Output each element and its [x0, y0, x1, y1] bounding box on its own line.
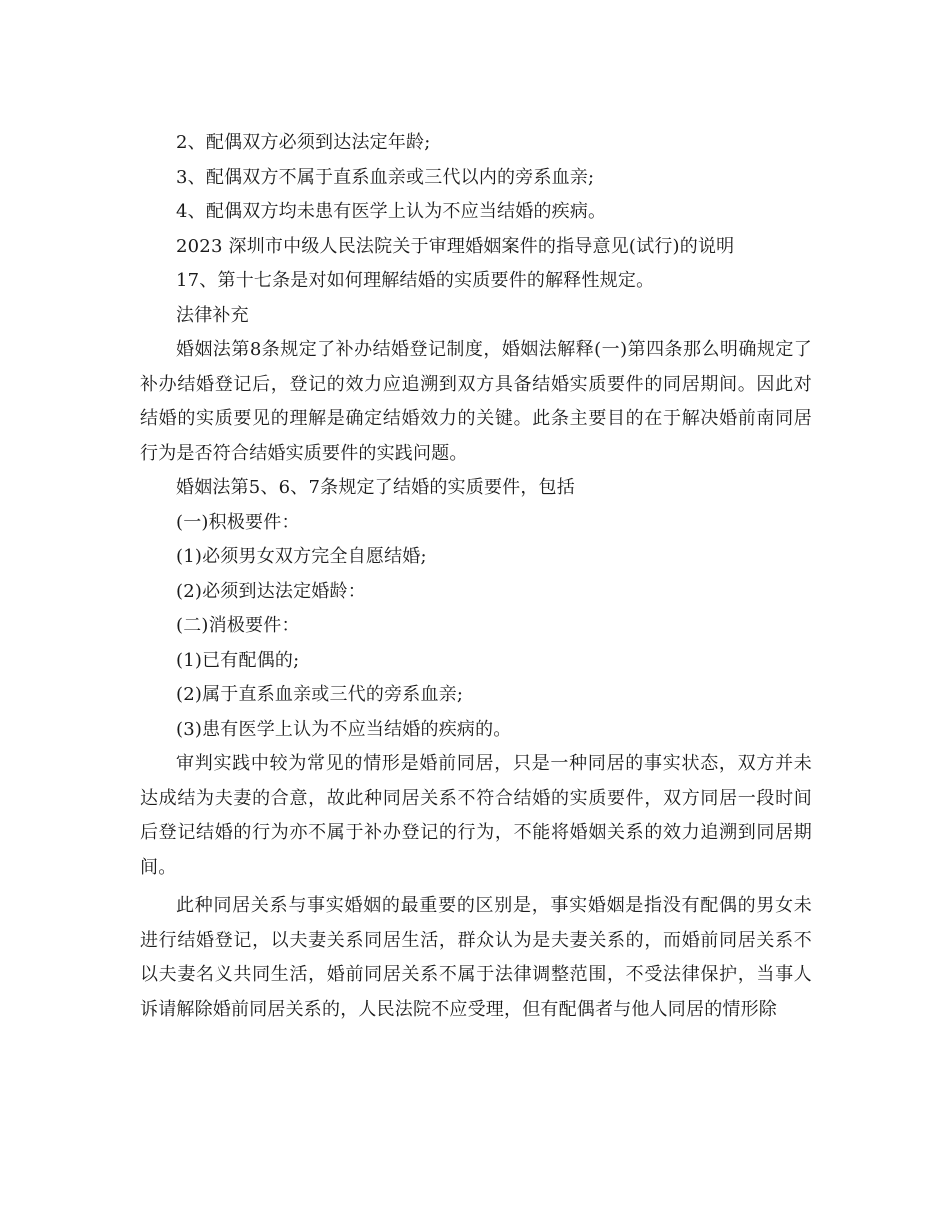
paragraph-article-17: 17、第十七条是对如何理解结婚的实质要件的解释性规定。 — [176, 270, 655, 291]
paragraph-requirement-3: 3、配偶双方不属于直系血亲或三代以内的旁系血亲; — [176, 166, 595, 188]
paragraph-positive-2: (2)必须到达法定婚龄： — [176, 580, 366, 602]
paragraph-negative-2: (2)属于直系血亲或三代的旁系血亲; — [176, 684, 464, 705]
paragraph-de-facto-marriage: 此种同居关系与事实婚姻的最重要的区别是，事实婚姻是指没有配偶的男女未进行结婚登记，以夫妻关系同居生活，群众认为是夫妻关系的，而婚前同居关系不以夫妻名义共同生活，婚前同居关系不属于法律调整范围，不受法律保护，当事人诉请解除婚前同居关系的，人民法院不应受理，但有配偶者与他人同居的情形除 — [140, 895, 812, 1020]
paragraph-negative-3: (3)患有医学上认为不应当结婚的疾病的。 — [176, 718, 512, 740]
paragraph-supplementary-registration: 婚姻法第8条规定了补办结婚登记制度，婚姻法解释(一)第四条那么明确规定了补办结婚登记后，登记的效力应追溯到双方具备结婚实质要件的同居期间。因此对结婚的实质要见的理解是确定结婚效力的关键。此条主要目的在于解决婚前南同居行为是否符合结婚实质要件的实践问题。 — [140, 339, 812, 464]
paragraph-premarital-cohabitation: 审判实践中较为常见的情形是婚前同居，只是一种同居的事实状态，双方并未达成结为夫妻的合意，故此种同居关系不符合结婚的实质要件，双方同居一段时间后登记结婚的行为亦不属于补办登记的行为，不能将婚姻关系的效力追溯到同居期间。 — [140, 753, 812, 878]
paragraph-requirement-2: 2、配偶双方必须到达法定年龄; — [176, 132, 431, 153]
paragraph-positive-requirements: (一)积极要件： — [176, 511, 300, 533]
paragraph-guideline-title: 2023 深圳市中级人民法院关于审理婚姻案件的指导意见(试行)的说明 — [176, 235, 735, 257]
paragraph-requirement-4: 4、配偶双方均未患有医学上认为不应当结婚的疾病。 — [176, 201, 607, 222]
paragraph-positive-1: (1)必须男女双方完全自愿结婚; — [176, 546, 427, 567]
document-page — [140, 126, 812, 1027]
paragraph-substantive-requirements: 婚姻法第5、6、7条规定了结婚的实质要件，包括 — [176, 477, 575, 498]
paragraph-negative-1: (1)已有配偶的; — [176, 649, 300, 671]
paragraph-negative-requirements: (二)消极要件： — [176, 615, 300, 636]
paragraph-legal-supplement-heading: 法律补充 — [176, 304, 249, 326]
